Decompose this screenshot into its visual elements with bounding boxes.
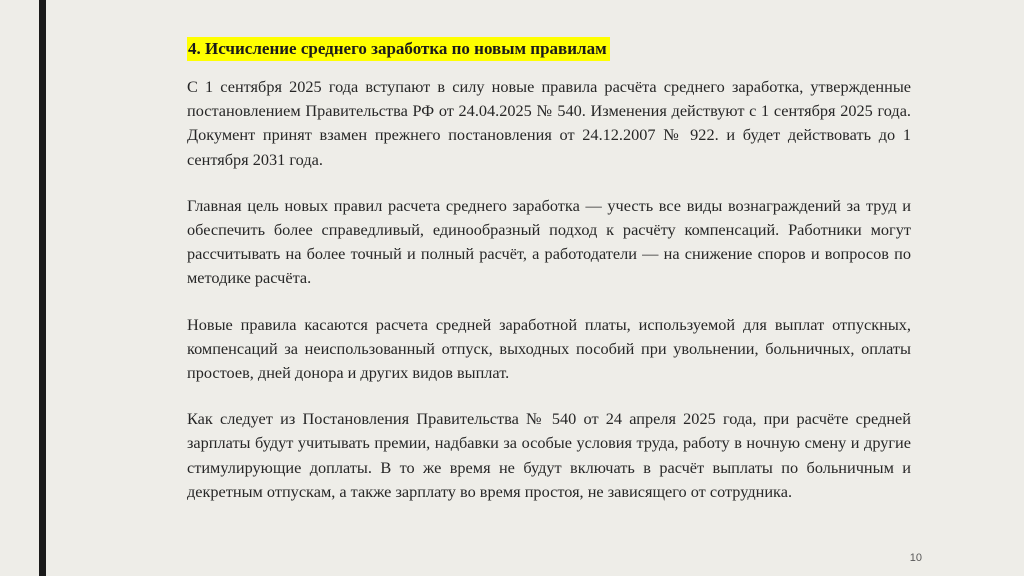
left-decorative-bar xyxy=(0,0,46,576)
slide-heading: 4. Исчисление среднего заработка по новым правилам xyxy=(187,37,610,61)
heading-container xyxy=(187,37,911,63)
paragraph-4: Как следует из Постановления Правительства № 540 от 24 апреля 2025 года, при расчёте средней зарплаты будут учитывать премии, надбавки за особые условия труда, работу в ночную смену и другие стимулирующие доплаты. В то же время не будут включать в расчёт выплаты по больничным и декретным отпускам, а также зарплату во время простоя, не зависящего от сотрудника. xyxy=(187,409,911,501)
paragraph-2: Главная цель новых правил расчета среднего заработка — учесть все виды вознаграждений за труд и обеспечить более справедливый, единообразный подход к расчёту компенсаций. Работники могут рассчитывать на более точный и полный расчёт, а работодатели — на снижение споров и вопросов по методике расчёта. xyxy=(187,195,911,288)
page-number: 10 xyxy=(909,552,922,564)
paragraph-3: Новые правила касаются расчета средней заработной платы, используемой для выплат отпускных, компенсаций за неиспользованный отпуск, выходных пособий при увольнении, больничных, оплаты простоев, дней донора и других видов выплат. xyxy=(187,314,911,383)
paragraph-1: С 1 сентября 2025 года вступают в силу новые правила расчёта среднего заработка, утвержденные постановлением Правительства РФ от 24.04.2025 № 540. Изменения действуют с 1 сентября 2025 года. Документ принят взамен прежнего постановления от 24.12.2007 № 922. и будет действовать до 1 сентября 2031 года. xyxy=(187,77,911,169)
slide-content xyxy=(187,37,911,526)
left-dark-stripe xyxy=(39,0,46,576)
